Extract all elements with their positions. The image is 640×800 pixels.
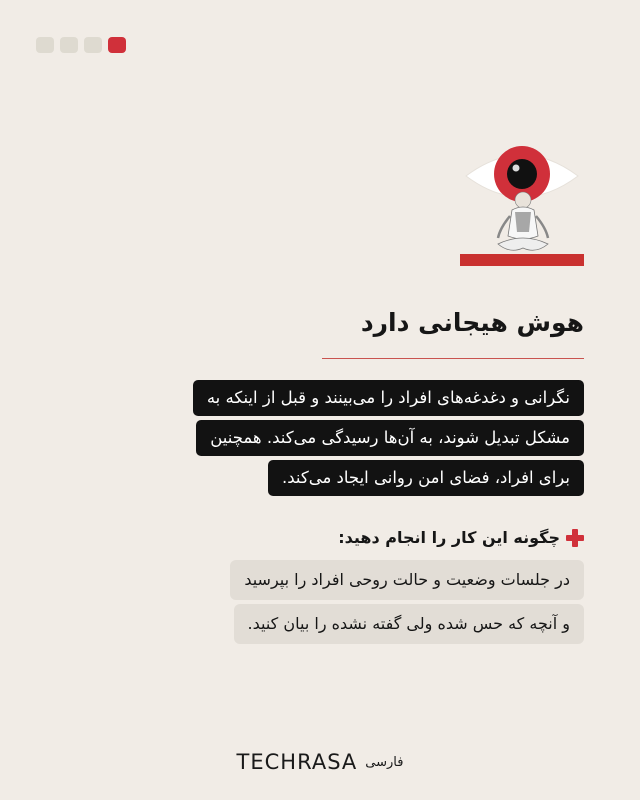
howto-heading xyxy=(338,528,584,547)
howto-line: و آنچه که حس شده ولی گفته نشده را بیان کنید. xyxy=(234,604,584,644)
description-line: برای افراد، فضای امن روانی ایجاد می‌کند. xyxy=(268,460,584,496)
plus-icon xyxy=(566,529,584,547)
pagination-dot xyxy=(36,37,54,53)
eye-with-meditating-figure-icon xyxy=(460,140,584,268)
pagination-dot-active xyxy=(108,37,126,53)
description-line: مشکل تبدیل شوند، به آن‌ها رسیدگی می‌کند. همچنین xyxy=(196,420,584,456)
pagination-dot xyxy=(84,37,102,53)
howto-label: چگونه این کار را انجام دهید: xyxy=(338,528,560,547)
page-title: هوش هیجانی دارد xyxy=(360,308,584,337)
description-block xyxy=(193,380,584,496)
brand-logo xyxy=(0,750,640,774)
title-divider xyxy=(322,358,584,359)
howto-line: در جلسات وضعیت و حالت روحی افراد را بپرسید xyxy=(230,560,584,600)
pagination-dot xyxy=(60,37,78,53)
brand-sub: فارسی xyxy=(365,754,404,770)
pagination-dots xyxy=(36,37,126,53)
description-line: نگرانی و دغدغه‌های افراد را می‌بینند و قبل از اینکه به xyxy=(193,380,584,416)
howto-block xyxy=(230,560,584,644)
brand-name: TECHRASA xyxy=(236,750,358,774)
